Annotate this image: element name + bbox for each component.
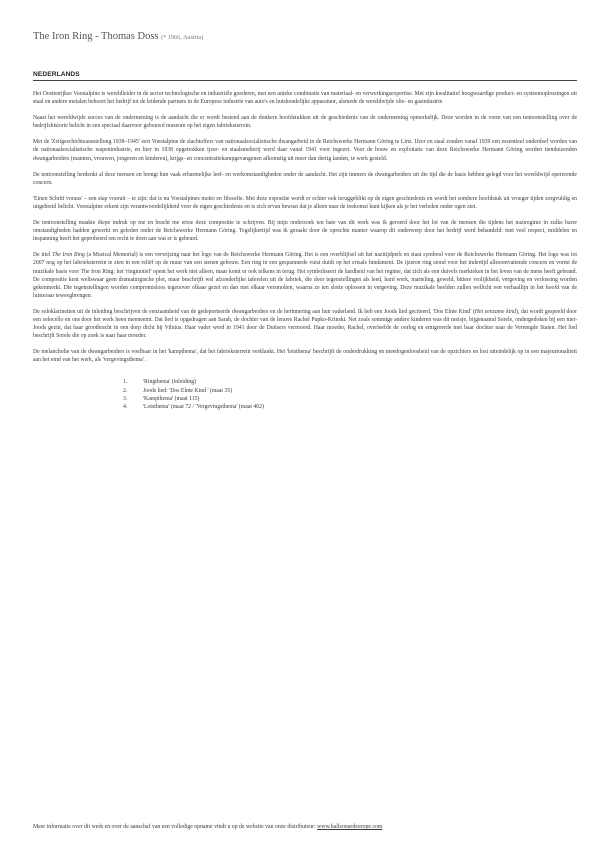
list-item-number: 1.: [123, 379, 128, 386]
list-item-number: 2.: [123, 387, 128, 394]
paragraph-1: Het Oostenrijkse Voestalpine is wereldleider in de sector technologische en industriële goederen, met een unieke combinatie van materiaal- en verwerkingsexpertise. Met zijn kwalitatief hoogwaardige product- en systeemoplossingen uit staal en andere metalen behoort het bedrijf tot de leidende partners in de Europese industrie van auto's en huishoudelijke apparatuur, alsmede de wereldwijde olie- en gasindustrie.: [33, 91, 577, 106]
body-text: [33, 90, 577, 411]
list-item-text: 'Lotsthema' (maat 72 / 'Vergevingsthema' (maat 402): [143, 404, 264, 411]
song-translation-italic: Het eenzame kind: [474, 308, 517, 315]
distributor-link[interactable]: www.halleonardeurope.com: [317, 824, 383, 830]
list-item-text: Joods lied: 'Dos Elnte Kind ' (maat 35): [143, 387, 233, 394]
paragraph-2: Naast het wereldwijde succes van de onderneming is de aandacht die er wordt besteed aan de donkere hoofdstukken uit de geschiedenis van de onderneming opmerkelijk. Deze worden in de vorm van een tentoonstelling over de bedrijfshistorie belicht in een speciaal daarvoor gebouwd museum op het eigen fabrieksterrein.: [33, 115, 577, 130]
list-item: [123, 395, 577, 403]
work-title-italic: The Iron Ring: [52, 252, 85, 259]
list-item: [123, 403, 577, 411]
paragraph-4: De tentoonstelling herdenkt al deze mensen en brengt hun vaak erbarmelijke leef- en werkomstandigheden onder de aandacht. Het zijn immers de dwangarbeiders uit die tijd die de basis hebben gelegd voor het wereldwijd opererende concern.: [33, 171, 577, 186]
list-item: [123, 387, 577, 395]
paragraph-7: [33, 251, 577, 300]
list-item-text: 'Ringthema' (inleiding): [143, 379, 197, 386]
paragraph-9: De melancholie van de dwangarbeiders is voelbaar in het 'kampthema', dat het fabrieksterrein verklankt. Het 'lotsthema' beschrijft de onderdrukking en meedogenloosheid van de opzichters en lost uiteindelijk op in een majeurtonaliteit aan het eind van het werk, als 'vergevingsthema' .: [33, 349, 577, 364]
paragraph-8: [33, 308, 577, 340]
list-item-number: 4.: [123, 404, 128, 411]
list-item-number: 3.: [123, 395, 128, 402]
paragraph-7-start: De titel: [33, 252, 53, 259]
heading-divider: [33, 80, 577, 81]
language-heading: NEDERLANDS: [33, 71, 80, 78]
paragraph-8-rest: ), dat wordt gespeeld door een solocello en ons door het werk heen meeneemt. Dat lied is opgedragen aan Sarah, de dochter van de lerares Rachel Pupko-Krinski. Net zoals sommige andere kinderen was dit meisje, bijgenaamd Sorele, ondergedoken bij een niet-Joods gezin, dat haar grootbracht in een dorp dicht bij Vilnius. Haar vader werd in 1941 door de Duitsers vermoord. Haar moeder, Rachel, overleefde de oorlog en emigreerde met haar dochter naar de Verenigde Staten. Het lied beschrijft Sorele die op zoek is naar haar moeder.: [33, 308, 578, 340]
paragraph-3: Met de 'Zeitgeschichteausstellung 1938–1945' eert Voestalpine de slachtoffers van nationaalsocialistische dwangarbeid in de Reichswerke Hermann Göring te Linz. IJzer en staal zouden vanaf 1939 een essentieel onderdeel worden van de nationaalsocialistische wapenindustrie, en hier in 1938 opgetrokken ijzer- en staalsmelterij werd daar vanaf 1941 voor ingezet. Voor de bouw en exploitatie van deze Reichswerke Hermann Göring werden tienduizenden dwangarbeiders (mannen, vrouwen, jongeren en kinderen), krijgs- en concentratiekampgevangenen afkomstig uit meer dan dertig landen, te werk gesteld.: [33, 139, 577, 162]
list-item: [123, 378, 577, 386]
document-title: The Iron Ring - Thomas Doss: [33, 31, 159, 42]
paragraph-5: 'Einen Schritt voraus' – een stap vooruit – te zijn: dat is nu Voestalpines motto en filosofie. Met deze expositie wordt er echter ook teruggeblikt op de eigen geschiedenis en wordt het sombere hoofdstuk uit vroeger tijden zorgvuldig en uitgebreid belicht. Voestalpine erkent zijn verantwoordelijkheid voor de eigen geschiedenis en is zich ervan bewust dat je alleen naar de toekomst kunt kijken als je het verleden onder ogen ziet.: [33, 195, 577, 210]
paragraph-6: De tentoonstelling maakte diepe indruk op me en bracht me ertoe deze compositie te schrijven. Bij mijn onderzoek ten bate van dit werk was ik geroerd door het lot van de mensen die tijdens het naziregime in zulke barre omstandigheden hadden gewerkt en geleden onder de Reichswerke Hermann Göring. Tegelijkertijd was ik geraakt door de oprechte manier waarop dit onderwerp door het bedrijf werd behandeld: met veel respect, middelen en inspanning heeft het geprobeerd om recht te doen aan wat er is gebeurd.: [33, 220, 577, 243]
document-header: [33, 31, 203, 42]
footer-note: [33, 824, 577, 830]
composer-dates: (* 1966, Austria): [161, 34, 204, 41]
paragraph-8-start: De soloklarinetten uit de inleiding beschrijven de eenzaamheid van de gedeporteerde dwangarbeiders en de herinnering aan hun vaderland. Ik heb een Joods lied geciteerd, 'Dos Elnte Kind' (: [33, 308, 475, 315]
footer-text: Meer informatie over dit werk en over de aanschaf van een volledige opname vindt u op de website van onze distributeur:: [33, 824, 318, 830]
theme-list: [33, 378, 577, 411]
paragraph-7-rest: (a Musical Memorial) is een verwijzing naar het logo van de Reichswerke Hermann Göring. Het is een overblijfsel uit het nazitijdperk en staat symbool voor de Reichswerke Hermann Göring. Het logo was tot 2007 nog op het fabrieksterrein te zien in een reliëf op de muur van een stenen gebouw. Een ring in een gespannerde vuist duidt op het ertsals fundament. De ijzeren ring stond voor het indertijd allesomvattende concern en vormt de muzikale basis voor The Iron Ring: het 'ringmotief' opent het werk niet alleen, maar komt er ook telkens in terug. Het symboliseert de hardheid van het regime, dat zich als een duivels merkteken in het leven van de mens heeft gebrand. De compositie kent weliswaar geen dramaturgische plot, maar beschrijft wel afzonderlijke taferelen uit de fabriek, die door tegenstellingen als leed, hard werk, marteling, geweld, bittere vrolijkheid, vergeving en verlossing worden gekenmerkt. Die tegenstellingen worden compromisloos tegenover elkaar gezet en dan met elkaar versmolten, waarna ze ten slotte oplossen in vergeving. Deze muzikale beelden zullen wellicht een verhaallijn in het hoofd van de luisteraar teweegbrengen.: [33, 252, 577, 299]
list-item-text: 'Kampthema' (maat 115): [143, 395, 200, 402]
